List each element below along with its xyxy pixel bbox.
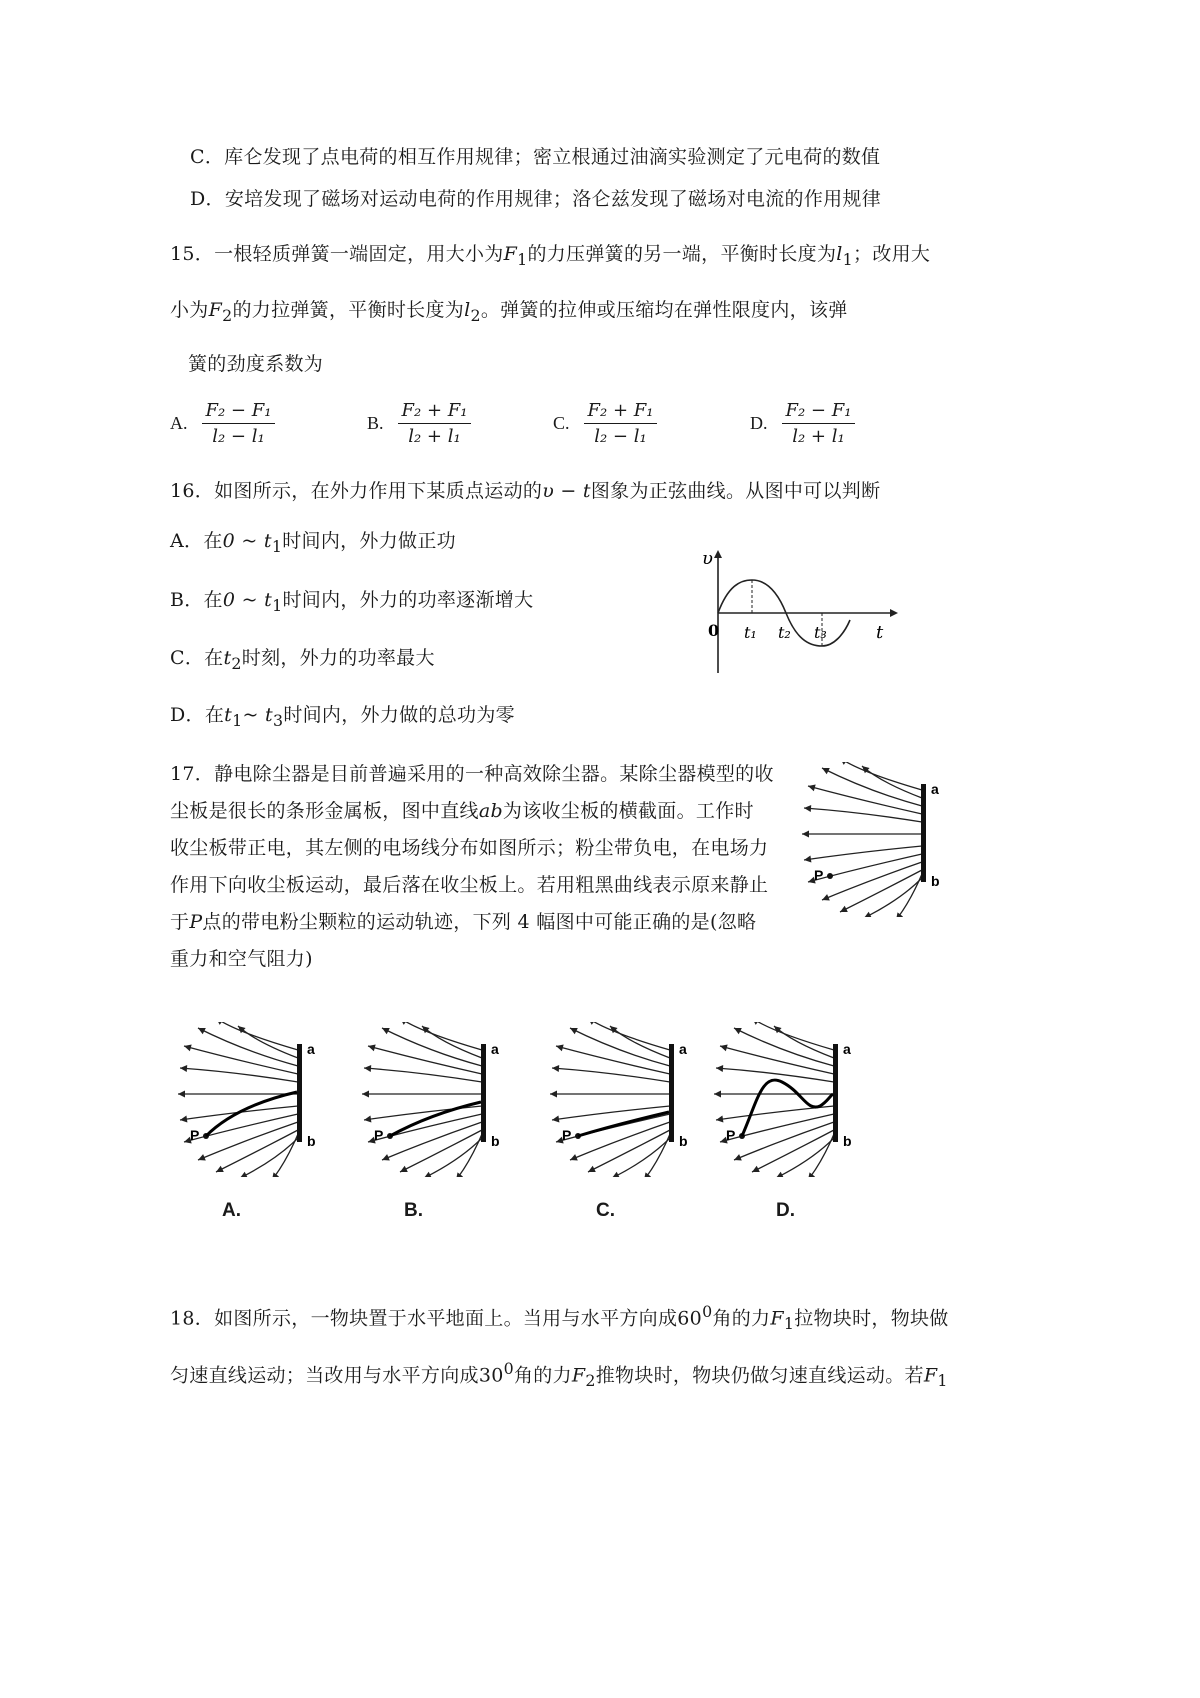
field-line-arrow	[804, 805, 811, 812]
q14-option-d: D．安培发现了磁场对运动电荷的作用规律；洛仑兹发现了磁场对电流的作用规律	[190, 188, 882, 210]
vt-graph-tick-t1: t₁	[744, 623, 757, 642]
point-p-label: P	[726, 1127, 736, 1143]
field-line-arrow	[180, 1065, 187, 1072]
caption-d: D.	[776, 1200, 795, 1221]
field-line-arrow	[808, 1172, 815, 1177]
vt-graph-x-label: t	[876, 622, 884, 643]
field-line-arrow	[184, 1044, 192, 1051]
field-line-arrow	[804, 856, 811, 863]
point-p	[827, 873, 833, 879]
q17-line3: 收尘板带正电，其左侧的电场线分布如图所示；粉尘带负电，在电场力	[170, 837, 769, 859]
q17-line6: 重力和空气阻力)	[170, 948, 313, 970]
field-line	[588, 1022, 670, 1050]
field-line	[272, 1134, 298, 1177]
q16-option-c: C．在$t_2$时刻，外力的功率最大	[170, 647, 435, 673]
field-line-arrow	[552, 1065, 559, 1072]
q15-stem-line2: 小为$F_2$的力拉弹簧，平衡时长度为$l_2$。弹簧的拉伸或压缩均在弹性限度内，该弹	[170, 299, 848, 325]
collector-plate	[481, 1044, 486, 1142]
plate-label-a: a	[491, 1041, 499, 1057]
q15-stem-line3: 簧的劲度系数为	[188, 353, 324, 375]
plate-label-a: a	[931, 781, 939, 797]
q17-line4: 作用下向收尘板运动，最后落在收尘板上。若用粗黑曲线表示原来静止	[170, 874, 769, 896]
vt-graph-tick-t2: t₂	[778, 623, 791, 642]
field-diagram-main	[800, 762, 950, 917]
plate-label-b: b	[843, 1133, 852, 1149]
q17-line5: 于P点的带电粉尘颗粒的运动轨迹，下列 4 幅图中可能正确的是(忽略	[170, 911, 757, 933]
field-line	[864, 878, 922, 917]
field-line-arrow	[364, 1116, 371, 1123]
field-line	[240, 1138, 298, 1177]
field-line-arrow	[180, 1116, 187, 1123]
field-line-arrow	[644, 1172, 651, 1177]
q15-option-c: C. $\frac{\text{F₂ + F₁}}{\text{l₂ − l₁}}$	[553, 398, 657, 449]
collector-plate	[297, 1044, 302, 1142]
q15-option-a: A. $\frac{\text{F₂ − F₁}}{\text{l₂ − l₁}}$	[170, 398, 275, 449]
collector-plate	[921, 784, 926, 882]
field-line-arrow	[178, 1091, 185, 1098]
vt-graph	[700, 548, 900, 678]
point-p-label: P	[190, 1127, 200, 1143]
field-line-arrow	[720, 1044, 728, 1051]
collector-plate	[833, 1044, 838, 1142]
field-line-arrow	[368, 1044, 376, 1051]
field-line-arrow	[802, 831, 809, 838]
field-line	[422, 1026, 482, 1058]
field-line	[862, 766, 922, 798]
field-line	[570, 1122, 670, 1160]
vt-graph-origin: 0	[708, 621, 720, 640]
q15-option-b: B. $\frac{\text{F₂ + F₁}}{\text{l₂ + l₁}}$	[367, 398, 471, 449]
q18-line1: 18．如图所示，一物块置于水平地面上。当用与水平方向成$60^0$角的力$F_1$拉物块时，物块做	[170, 1302, 949, 1334]
field-line	[896, 874, 922, 917]
field-diagram-a	[176, 1022, 326, 1177]
point-p-label: P	[374, 1127, 384, 1143]
q16-option-d: D．在$t_1\sim$ $t_3$时间内，外力做的总功为零	[170, 704, 515, 730]
q14-option-c: C．库仑发现了点电荷的相互作用规律；密立根通过油滴实验测定了元电荷的数值	[190, 146, 881, 168]
q15-option-d: D. $\frac{\text{F₂ − F₁}}{\text{l₂ + l₁}}$	[750, 398, 855, 449]
caption-a: A.	[222, 1200, 241, 1221]
field-line-arrow	[456, 1172, 463, 1177]
point-p-label: P	[562, 1127, 572, 1143]
field-line	[238, 1026, 298, 1058]
particle-trajectory	[206, 1092, 297, 1136]
field-line	[840, 762, 922, 790]
caption-b: B.	[404, 1200, 423, 1221]
field-line-arrow	[362, 1091, 369, 1098]
field-line-arrow	[716, 1065, 723, 1072]
field-line-arrow	[550, 1091, 557, 1098]
field-diagram-c	[548, 1022, 698, 1177]
particle-trajectory	[578, 1112, 669, 1136]
field-line	[752, 1022, 834, 1050]
q16-option-b: B．在0 ~ $t_1$时间内，外力的功率逐渐增大	[170, 589, 534, 615]
q15-stem-line1: 15．一根轻质弹簧一端固定，用大小为$F_1$的力压弹簧的另一端，平衡时长度为$l_1$；改用大	[170, 243, 931, 269]
point-p-label: P	[814, 867, 824, 883]
plate-label-b: b	[307, 1133, 316, 1149]
field-line-arrow	[552, 1116, 559, 1123]
field-line-arrow	[364, 1065, 371, 1072]
field-line	[734, 1122, 834, 1160]
plate-label-a: a	[843, 1041, 851, 1057]
field-line	[808, 1134, 834, 1177]
field-line	[776, 1138, 834, 1177]
plate-label-b: b	[679, 1133, 688, 1149]
field-line	[610, 1026, 670, 1058]
field-line	[382, 1122, 482, 1160]
field-diagram-b	[360, 1022, 510, 1177]
field-line-arrow	[716, 1116, 723, 1123]
field-line-arrow	[714, 1091, 721, 1098]
q16-stem: 16．如图所示，在外力作用下某质点运动的υ − t图象为正弦曲线。从图中可以判断	[170, 480, 881, 502]
field-line	[822, 862, 922, 900]
field-line	[456, 1134, 482, 1177]
field-line	[400, 1022, 482, 1050]
q17-line2: 尘板是很长的条形金属板，图中直线ab为该收尘板的横截面。工作时	[170, 800, 754, 822]
field-line-arrow	[272, 1172, 279, 1177]
field-line-arrow	[556, 1044, 564, 1051]
q18-line2: 匀速直线运动；当改用与水平方向成$30^0$角的力$F_2$推物块时，物块仍做匀速直线运动。若$F_1$	[170, 1359, 948, 1391]
q17-line1: 17．静电除尘器是目前普遍采用的一种高效除尘器。某除尘器模型的收	[170, 763, 774, 785]
plate-label-b: b	[491, 1133, 500, 1149]
plate-label-a: a	[307, 1041, 315, 1057]
field-line-arrow	[808, 784, 816, 791]
caption-c: C.	[596, 1200, 615, 1221]
field-line-arrow	[896, 912, 903, 917]
plate-label-b: b	[931, 873, 940, 889]
vt-graph-y-label: υ	[702, 548, 713, 569]
vt-graph-tick-t3: t₃	[814, 623, 827, 642]
collector-plate	[669, 1044, 674, 1142]
field-diagram-d	[712, 1022, 862, 1177]
field-line	[612, 1138, 670, 1177]
field-line	[424, 1138, 482, 1177]
plate-label-a: a	[679, 1041, 687, 1057]
field-line	[216, 1022, 298, 1050]
field-line	[644, 1134, 670, 1177]
q16-option-a: A．在0 ~ $t_1$时间内，外力做正功	[170, 530, 456, 556]
field-line	[774, 1026, 834, 1058]
